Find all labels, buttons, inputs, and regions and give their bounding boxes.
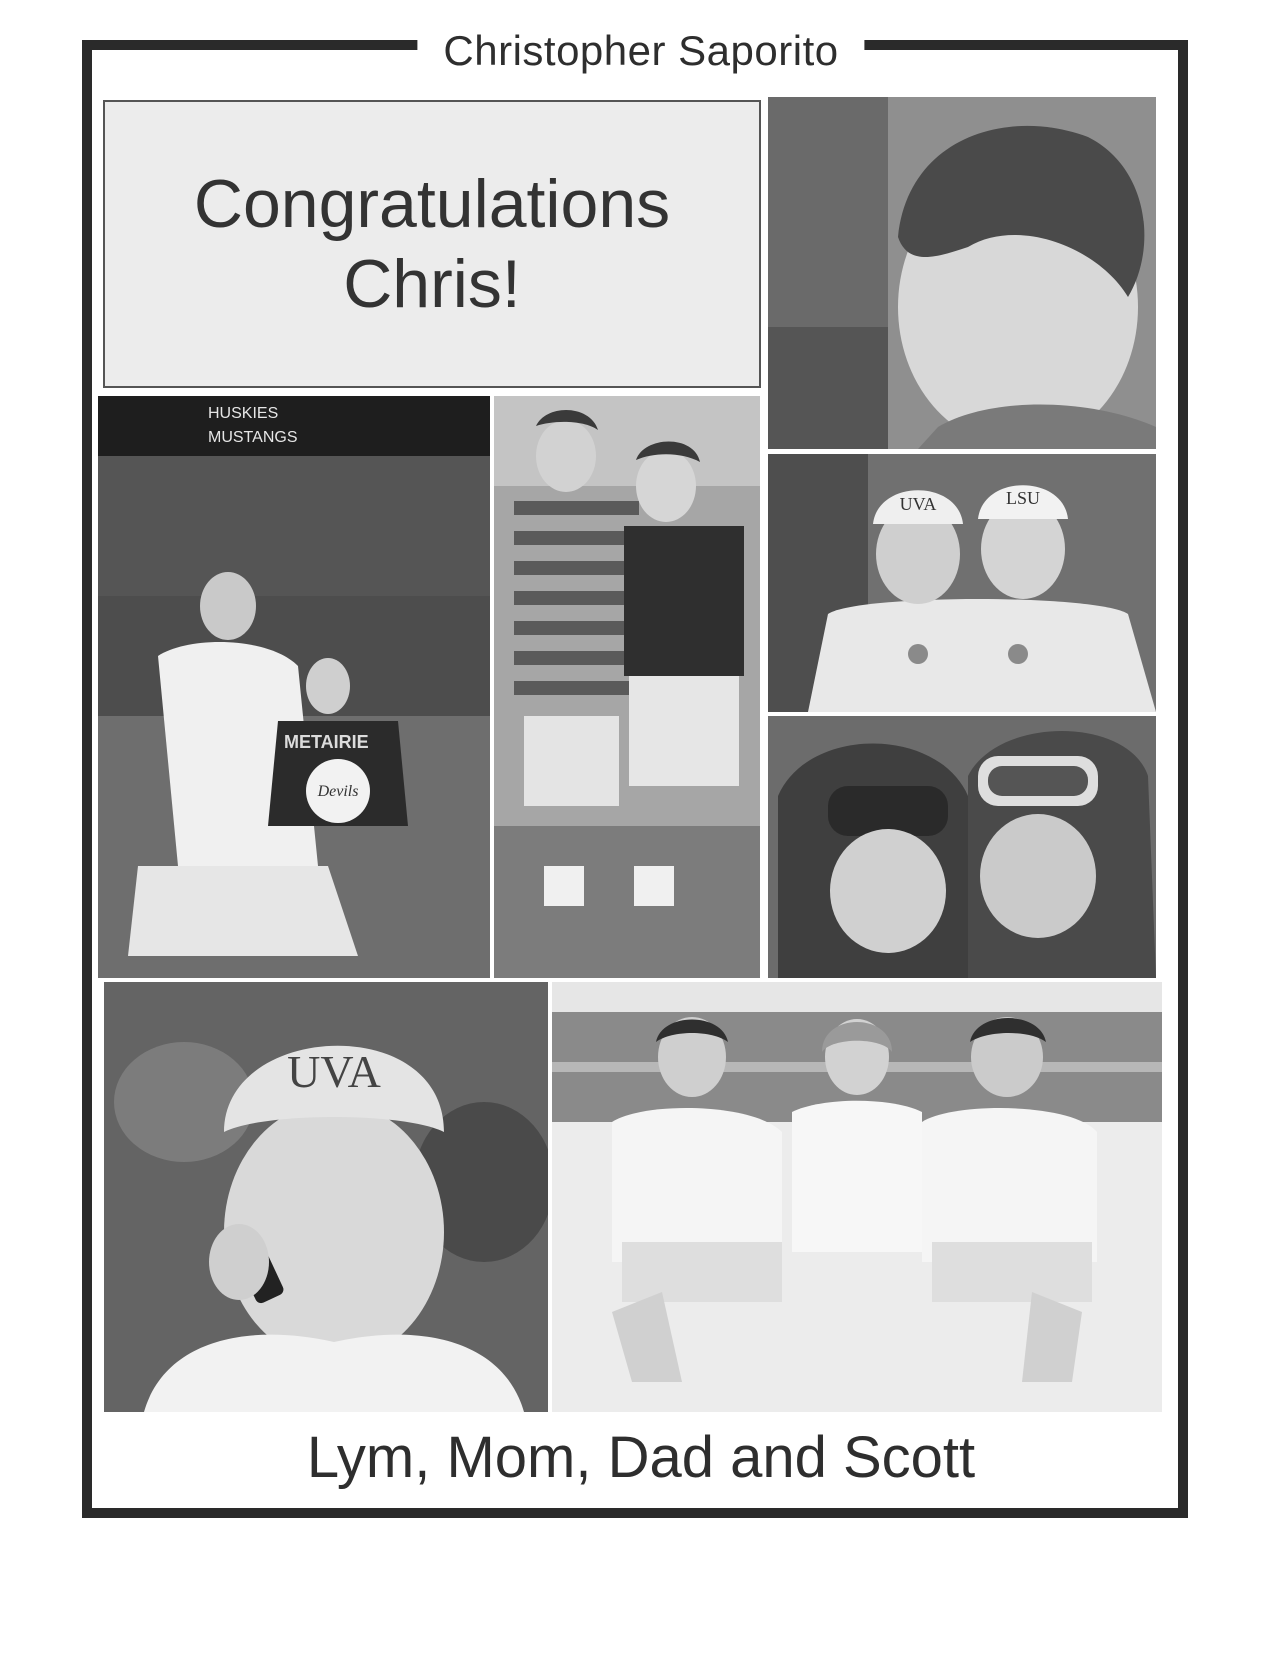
congratulations-box [103, 100, 761, 388]
page-title: Christopher Saporito [417, 26, 864, 76]
scoreboard-team-top: HUSKIES [208, 405, 279, 422]
cap-left-lettering: UVA [899, 494, 937, 514]
congratulations-line: Congratulations [193, 165, 671, 242]
cap-phone-lettering: UVA [287, 1046, 381, 1097]
photo-football-field [98, 396, 490, 978]
photo-boys-with-medals [768, 454, 1156, 712]
ball-lettering: Devils [317, 783, 359, 800]
recipient-name-line: Chris! [343, 246, 521, 322]
photo-boy-on-phone [104, 982, 548, 1412]
photo-boys-with-ski-goggles [768, 716, 1156, 978]
photo-toddler-portrait [768, 97, 1156, 449]
cap-right-lettering: LSU [1005, 488, 1041, 508]
photo-boys-singing [494, 396, 760, 978]
photo-family-at-beach [552, 982, 1162, 1412]
scoreboard-team-bottom: MUSTANGS [208, 429, 298, 446]
signature-line: Lym, Mom, Dad and Scott [306, 1425, 976, 1490]
jersey-lettering: METAIRIE [284, 732, 369, 752]
